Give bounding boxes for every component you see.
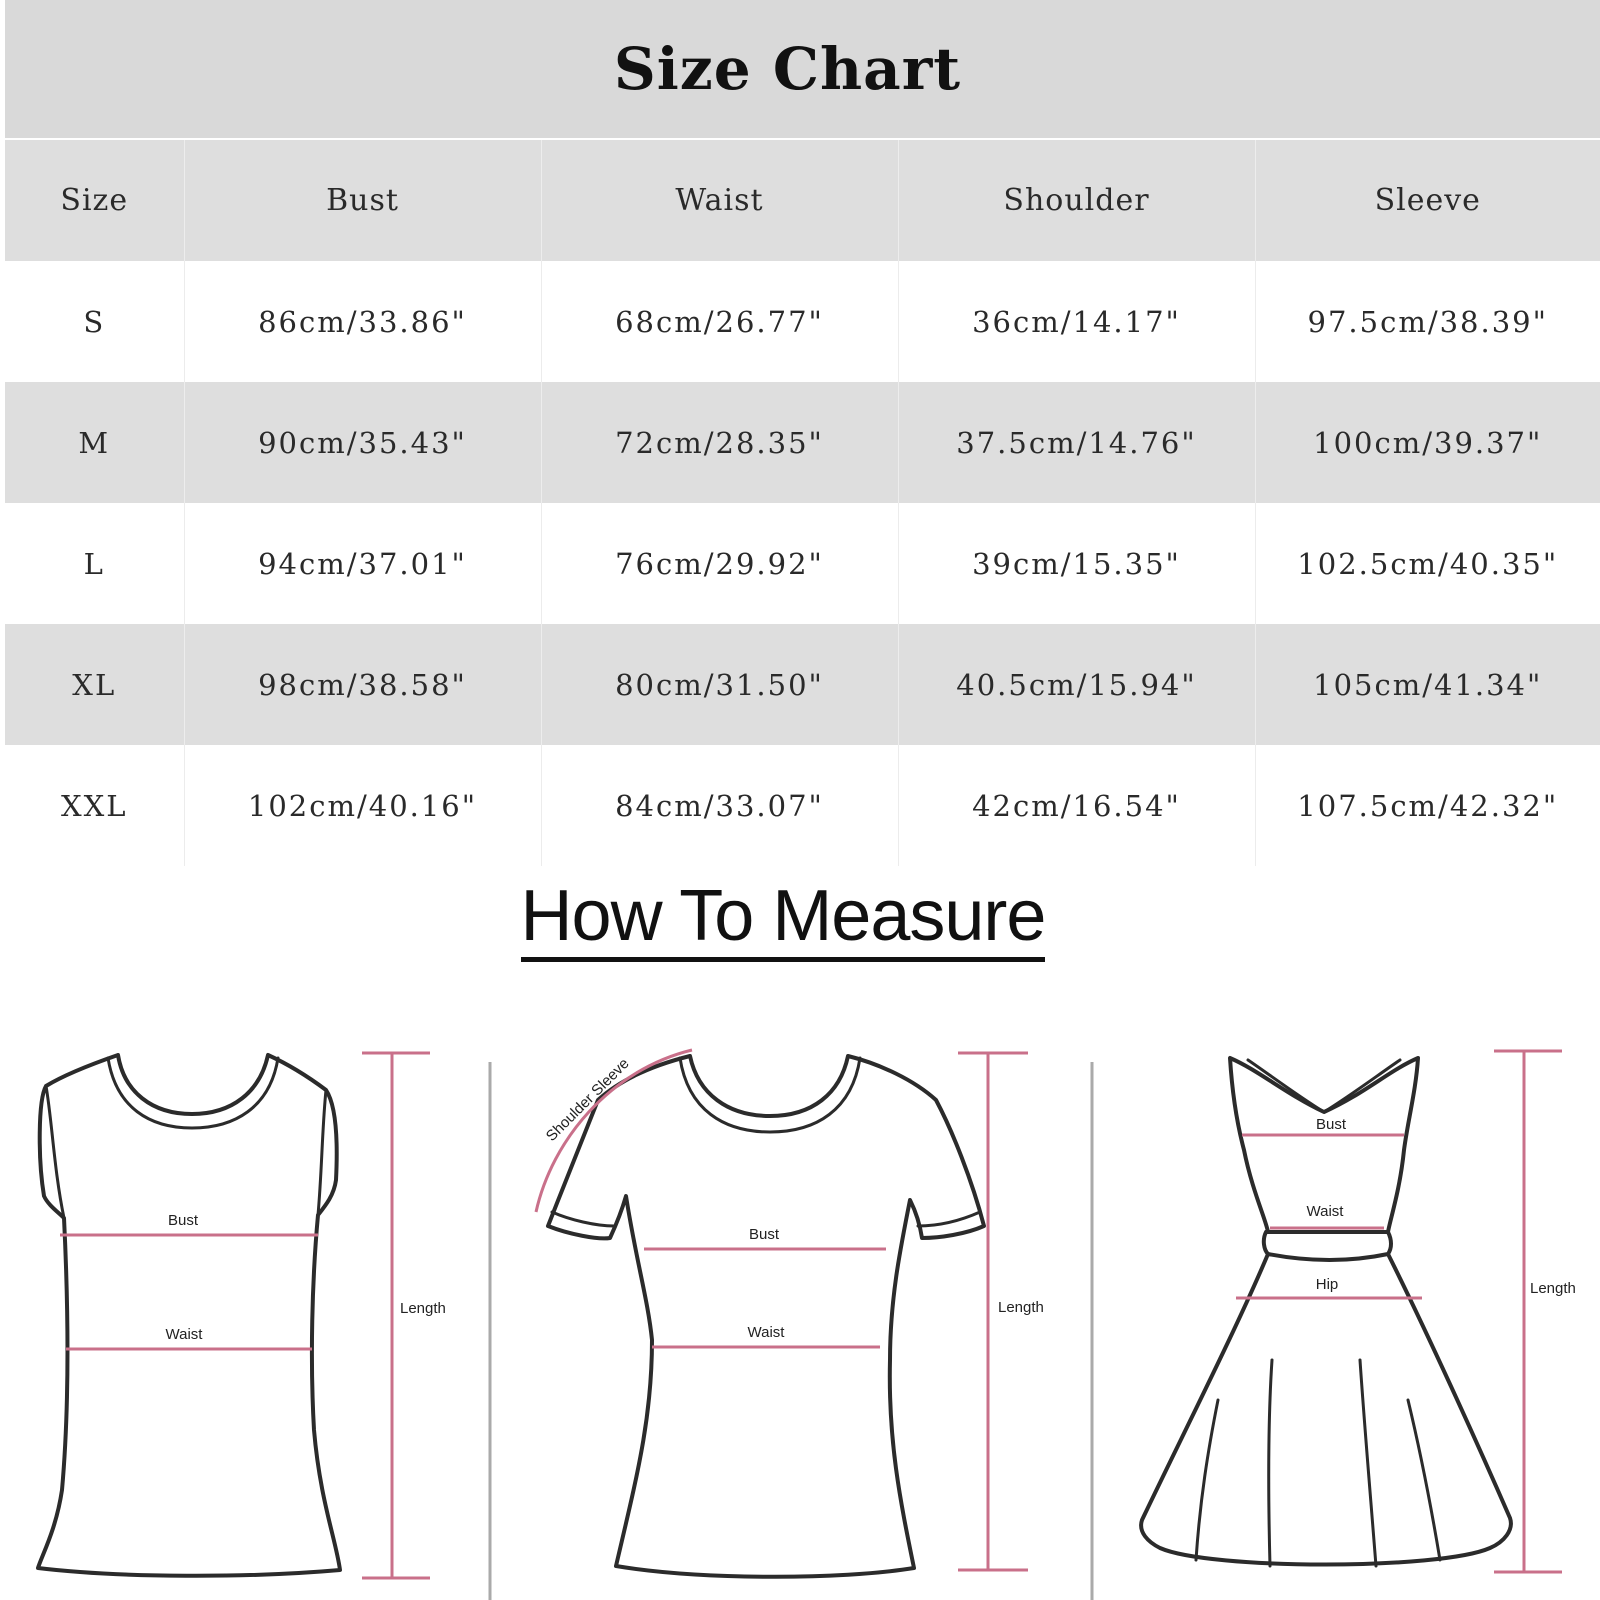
- cell-sleeve: 100cm/39.37": [1255, 382, 1600, 503]
- cell-size: XL: [5, 624, 184, 745]
- dress-hip-label: Hip: [1315, 1276, 1339, 1293]
- tank-armhole: [46, 1086, 64, 1218]
- dress-bust-label: Bust: [1315, 1116, 1347, 1133]
- tshirt-shoulder-sleeve-label: Shoulder Sleeve: [542, 1054, 633, 1145]
- cell-size: L: [5, 503, 184, 624]
- cell-waist: 80cm/31.50": [541, 624, 898, 745]
- dress-skirt-fold: [1269, 1360, 1272, 1566]
- cell-shoulder: 39cm/15.35": [898, 503, 1255, 624]
- cell-shoulder: 36cm/14.17": [898, 261, 1255, 382]
- tshirt-waist-label: Waist: [747, 1324, 785, 1341]
- cell-bust: 102cm/40.16": [184, 745, 541, 866]
- cell-size: XXL: [5, 745, 184, 866]
- tank-measure-lines: [60, 1053, 430, 1578]
- tank-neckline: [118, 1055, 268, 1114]
- dress-length-label: Length: [1530, 1280, 1576, 1297]
- cell-waist: 68cm/26.77": [541, 261, 898, 382]
- cell-shoulder: 42cm/16.54": [898, 745, 1255, 866]
- cell-bust: 90cm/35.43": [184, 382, 541, 503]
- header-sleeve: Sleeve: [1255, 140, 1600, 261]
- header-shoulder: Shoulder: [898, 140, 1255, 261]
- dress-neckline: [1248, 1060, 1400, 1112]
- tshirt-measure-lines: [536, 1050, 1028, 1570]
- tshirt-sleeve-hem: [552, 1212, 614, 1226]
- tank-waist-label: Waist: [165, 1326, 203, 1343]
- dress-measure-lines: [1236, 1051, 1562, 1572]
- size-chart-title: Size Chart: [613, 35, 962, 103]
- cell-sleeve: 97.5cm/38.39": [1255, 261, 1600, 382]
- header-size: Size: [5, 140, 184, 261]
- tshirt-length-label: Length: [998, 1299, 1044, 1316]
- dress-waistband: [1264, 1232, 1391, 1260]
- cell-sleeve: 107.5cm/42.32": [1255, 745, 1600, 866]
- how-to-measure-title: How To Measure: [521, 875, 1046, 962]
- cell-bust: 94cm/37.01": [184, 503, 541, 624]
- dress-skirt-fold: [1196, 1400, 1218, 1560]
- cell-waist: 76cm/29.92": [541, 503, 898, 624]
- dress-skirt-fold: [1408, 1400, 1440, 1560]
- cell-shoulder: 40.5cm/15.94": [898, 624, 1255, 745]
- tank-neckband: [108, 1058, 278, 1128]
- dress-skirt-fold: [1360, 1360, 1376, 1566]
- tank-bust-label: Bust: [167, 1212, 199, 1229]
- cell-bust: 98cm/38.58": [184, 624, 541, 745]
- tank-armhole: [318, 1090, 326, 1215]
- tshirt-neckband: [680, 1058, 860, 1132]
- cell-waist: 72cm/28.35": [541, 382, 898, 503]
- header-waist: Waist: [541, 140, 898, 261]
- tank-outline: [38, 1055, 340, 1576]
- cell-bust: 86cm/33.86": [184, 261, 541, 382]
- cell-sleeve: 105cm/41.34": [1255, 624, 1600, 745]
- tshirt-diagram: [548, 1056, 984, 1577]
- cell-sleeve: 102.5cm/40.35": [1255, 503, 1600, 624]
- tank-top-diagram: [38, 1055, 340, 1576]
- tshirt-bust-label: Bust: [748, 1226, 780, 1243]
- cell-shoulder: 37.5cm/14.76": [898, 382, 1255, 503]
- header-bust: Bust: [184, 140, 541, 261]
- cell-size: S: [5, 261, 184, 382]
- tank-length-label: Length: [400, 1300, 446, 1317]
- tshirt-sleeve-hem: [918, 1212, 980, 1226]
- dress-skirt: [1141, 1254, 1511, 1565]
- dress-waist-label: Waist: [1306, 1203, 1344, 1220]
- cell-waist: 84cm/33.07": [541, 745, 898, 866]
- cell-size: M: [5, 382, 184, 503]
- tshirt-outline: [548, 1056, 984, 1577]
